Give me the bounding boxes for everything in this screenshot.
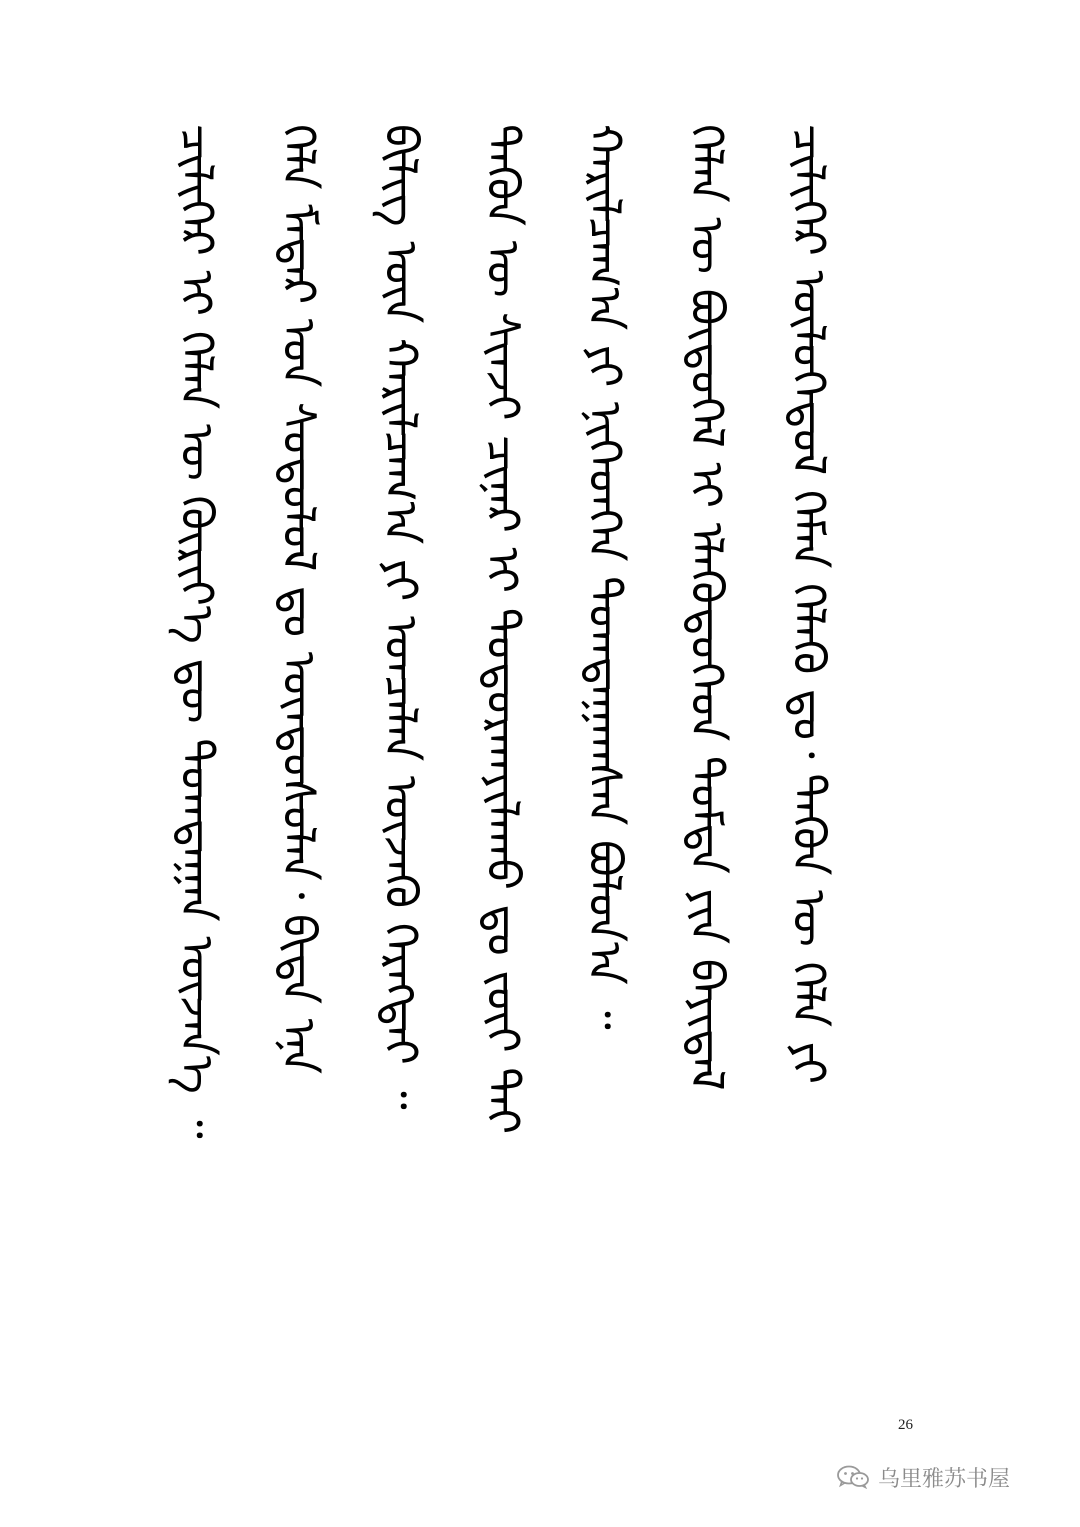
text-column-7: ᠴᠢᠯᠢᠭᠡᠷ ᠢ ᠬᠡᠯᠡᠨ ᠦ ᠬᠦᠷᠢᠶ᠎ᠡ ᠳᠦ ᠲᠣᠭᠲᠠᠭᠠᠨ ᠦᠵᠡᠨ᠎ᠡ ᠃: [170, 124, 224, 1139]
text-column-5: ᠪᠢᠯᠢᠭ ᠦᠨ ᠬᠠᠷᠢᠯᠴᠠᠭ᠎ᠠ ᠶᠢ ᠣᠨᠴᠠᠯᠠᠨ ᠦᠵᠡᠬᠦ ᠬᠡᠷᠡᠭᠲᠡᠢ ᠃: [374, 124, 428, 1110]
wechat-icon: [836, 1465, 870, 1489]
text-column-2: ᠬᠡᠯᠡᠨ ᠦ ᠪᠦᠲᠦᠭᠡᠯ ᠢ ᠡᠯᠡᠭᠦᠳᠦᠭᠡᠳ ᠳᠤᠮᠳᠠ ᠶᠢᠨ ᠪᠠᠶᠢᠳᠠᠯ: [680, 124, 734, 1091]
watermark-text: 乌里雅苏书屋: [878, 1466, 1011, 1492]
text-column-3: ᠬᠠᠷᠢᠯᠴᠠᠭ᠎ᠠ ᠶᠢ ᠨᠢᠭᠡᠳᠬᠡᠨ ᠲᠣᠭᠲᠠᠭᠠᠭᠰᠠᠨ ᠪᠣᠯᠤᠨ᠎ᠠ ᠃: [578, 124, 632, 1030]
page-number: 26: [898, 1417, 913, 1433]
text-column-6: ᠬᠡᠯᠡ ᠮᠠᠲᠠᠷ ᠤᠨ ᠰᠤᠳᠤᠯᠤᠯ ᠳᠤ ᠦᠨᠳᠦᠰᠦᠯᠡᠨ᠂ ᠪᠢᠳᠡ ᠡᠨᠡ: [272, 124, 326, 1074]
text-column-4: ᠲᠡᠭᠦᠨ ᠦ ᠰᠢᠨᠵᠢ ᠴᠢᠨᠠᠷ ᠢ ᠲᠣᠳᠣᠷᠬᠠᠶᠢᠯᠠᠬᠤ ᠳᠤ ᠵᠦᠢ ᠲᠠᠢ: [476, 124, 530, 1135]
watermark: [836, 1462, 1010, 1492]
text-column-1: ᠴᠢᠯᠢᠭᠡᠷ ᠥᠯᠦᠭᠡᠳᠦᠯ ᠬᠡᠮᠡᠨ ᠬᠡᠯᠡᠬᠦ ᠳᠤ᠂ ᠲᠡᠭᠦᠨ ᠦ ᠬᠡᠯᠡ ᠶᠢ: [782, 124, 836, 1085]
mongolian-text-block: [168, 124, 838, 1424]
